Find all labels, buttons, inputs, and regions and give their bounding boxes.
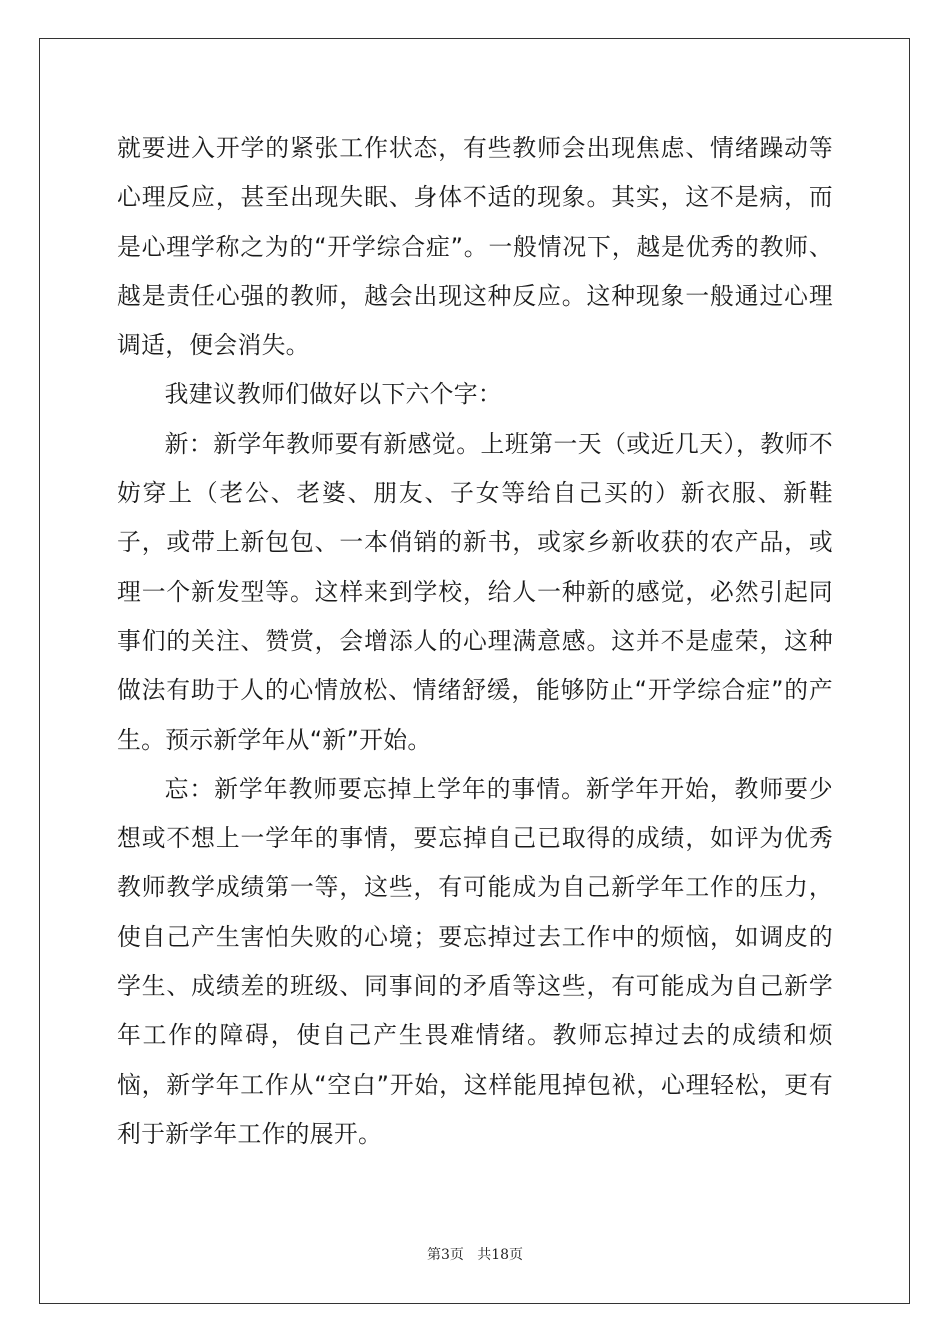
paragraph-3: 新：新学年教师要有新感觉。上班第一天（或近几天），教师不妨穿上（老公、老婆、朋友、子女等给自己买的）新衣服、新鞋子，或带上新包包、一本俏销的新书，或家乡新收获的农产品，或理一个新发型等。这样来到学校，给人一种新的感觉，必然引起同事们的关注、赞赏，会增添人的心理满意感。这并不是虚荣，这种做法有助于人的心情放松、情绪舒缓，能够防止“开学综合症”的产生。预示新学年从“新”开始。 (117, 429, 833, 754)
document-body (117, 124, 833, 1159)
page-footer: 第3页 共18页 (426, 1247, 524, 1263)
paragraph-1: 就要进入开学的紧张工作状态，有些教师会出现焦虑、情绪躁动等心理反应，甚至出现失眠、身体不适的现象。其实，这不是病，而是心理学称之为的“开学综合症”。一般情况下，越是优秀的教师、越是责任心强的教师，越会出现这种反应。这种现象一般通过心理调适，便会消失。 (117, 134, 833, 360)
paragraph-2: 我建议教师们做好以下六个字： (164, 380, 502, 409)
paragraph-4: 忘：新学年教师要忘掉上学年的事情。新学年开始，教师要少想或不想上一学年的事情，要忘掉自己已取得的成绩，如评为优秀教师教学成绩第一等，这些，有可能成为自己新学年工作的压力，使自己产生害怕失败的心境；要忘掉过去工作中的烦恼，如调皮的学生、成绩差的班级、同事间的矛盾等这些，有可能成为自己新学年工作的障碍，使自己产生畏难情绪。教师忘掉过去的成绩和烦恼，新学年工作从“空白”开始，这样能甩掉包袱，心理轻松，更有利于新学年工作的展开。 (117, 774, 833, 1148)
